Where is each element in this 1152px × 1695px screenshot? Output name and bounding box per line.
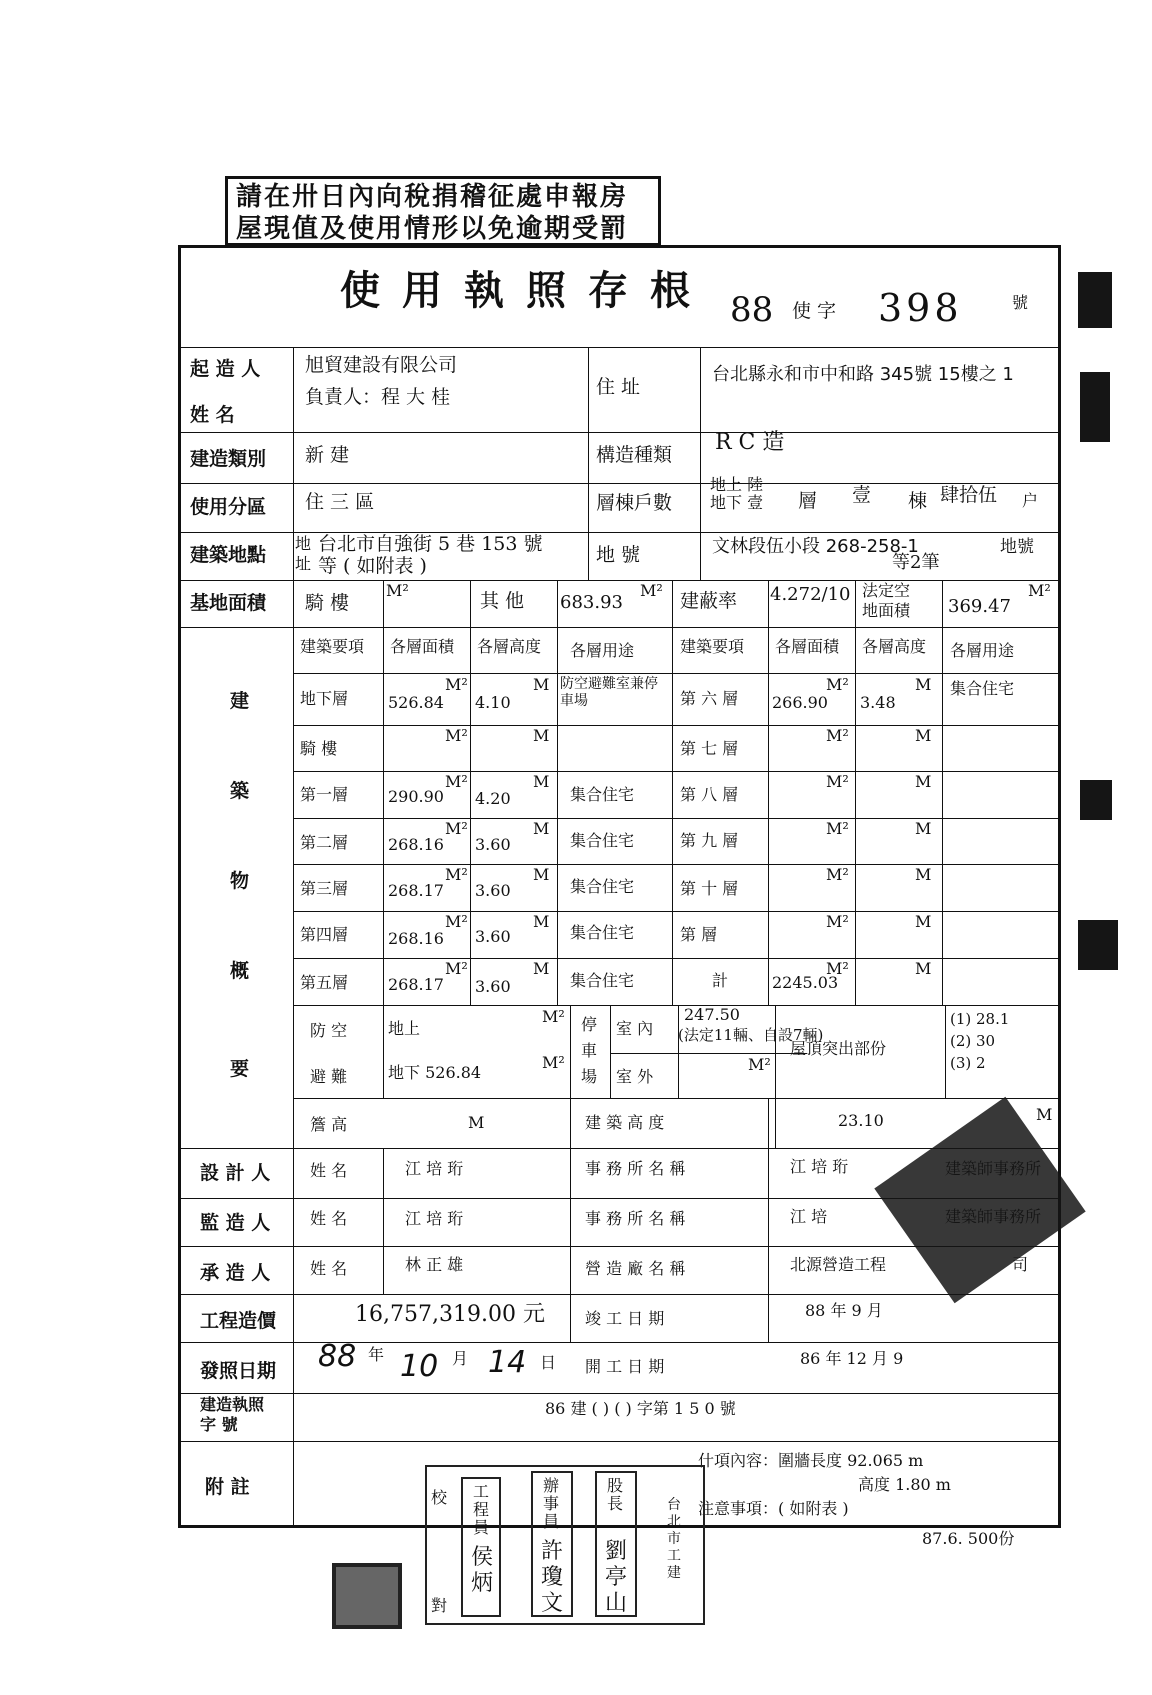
- height-unit: M: [915, 675, 932, 694]
- col-divider: [588, 347, 589, 580]
- roof-item: (3) 2: [950, 1054, 986, 1072]
- contractor-firm-suffix: 司: [1012, 1255, 1029, 1274]
- other-value: 683.93: [560, 592, 623, 613]
- scan-artifact: [1078, 920, 1118, 970]
- col-divider: [610, 1005, 611, 1098]
- designer-name: 江 培 珩: [405, 1159, 464, 1178]
- floor-name: 第 九 層: [680, 831, 739, 850]
- area-unit: M²: [826, 912, 849, 931]
- supervisor-label: 監 造 人: [200, 1212, 271, 1234]
- area-unit: M²: [826, 726, 849, 745]
- floor-name: 第二層: [300, 833, 349, 852]
- parking-indoor-label: 室 內: [616, 1019, 654, 1038]
- col-divider: [945, 1005, 946, 1098]
- height-unit: M: [533, 865, 550, 884]
- owner-label: 起 造 人: [190, 358, 261, 380]
- issue-month-unit: 月: [452, 1349, 469, 1368]
- col-divider: [775, 1005, 776, 1098]
- clerk-label: 辦事員: [543, 1476, 560, 1531]
- designer-office: 江 培 珩: [790, 1157, 849, 1176]
- lot-label: 地 號: [596, 544, 641, 566]
- row-divider: [178, 580, 1061, 581]
- households-count: 肆拾伍: [940, 484, 998, 506]
- area-unit: M²: [445, 772, 468, 791]
- owner-label-2: 姓 名: [190, 404, 235, 426]
- households-unit: 户: [1022, 491, 1039, 510]
- area-unit: M²: [445, 912, 468, 931]
- check-label-2: 對: [431, 1596, 448, 1615]
- permit-ref-label-1: 建造執照: [200, 1395, 265, 1414]
- col-height-header-right: 各層高度: [862, 637, 927, 656]
- check-label: 校: [431, 1488, 448, 1507]
- col-area-header: 各層面積: [390, 637, 455, 656]
- lot-suffix: 地號: [1000, 537, 1034, 557]
- floor-use: 集合住宅: [570, 971, 635, 990]
- floor-name: 第四層: [300, 925, 349, 944]
- col-divider: [678, 1005, 679, 1098]
- floor-height: 4.10: [475, 693, 511, 712]
- contractor-firm: 北源營造工程: [790, 1255, 887, 1274]
- legal-open-label-1: 法定空: [862, 581, 911, 600]
- floor-name: 第 十 層: [680, 879, 739, 898]
- height-unit: M: [533, 726, 550, 745]
- start-date-label: 開 工 日 期: [585, 1357, 665, 1376]
- area-unit: M²: [445, 726, 468, 745]
- floor-name: 第 六 層: [680, 689, 739, 708]
- scan-artifact: [1078, 272, 1112, 328]
- floor-height: 4.20: [475, 789, 511, 808]
- location-prefix: 地址: [295, 534, 312, 573]
- contractor-name: 林 正 雄: [405, 1255, 464, 1274]
- structure-value: R C 造: [715, 430, 785, 455]
- location-value-1: 台北市自強街 5 巷 153 號: [318, 533, 543, 555]
- floors-above: 地上 陸: [710, 475, 764, 494]
- zone-label: 使用分區: [190, 496, 267, 518]
- floor-height: 3.60: [475, 977, 511, 996]
- shelter-unit: M²: [542, 1007, 565, 1026]
- construction-type-value: 新 建: [305, 444, 350, 466]
- floor-use: 集合住宅: [570, 923, 635, 942]
- summary-side-label: 概: [230, 960, 250, 982]
- floor-area: 266.90: [772, 693, 828, 712]
- issue-month: 10: [400, 1349, 439, 1384]
- supervisor-office: 江 培: [790, 1207, 828, 1226]
- issue-date-label: 發照日期: [200, 1360, 277, 1382]
- roof-item: (1) 28.1: [950, 1010, 1010, 1028]
- row-divider: [293, 864, 1061, 865]
- scan-artifact: [1080, 372, 1110, 442]
- row-divider: [178, 627, 1061, 628]
- summary-side-label: 要: [230, 1058, 250, 1080]
- floor-area: 268.16: [388, 835, 444, 854]
- permit-type: 使 字: [792, 300, 837, 322]
- other-unit: M²: [640, 581, 663, 600]
- height-unit: M: [533, 912, 550, 931]
- area-unit: M²: [445, 675, 468, 694]
- summary-side-label: 築: [230, 780, 250, 802]
- floor-name: 第 七 層: [680, 739, 739, 758]
- tax-notice-line-1: 請在卅日內向稅捐稽征處申報房: [236, 182, 629, 212]
- parking-indoor-note: (法定11輛、自設7輛): [678, 1026, 824, 1044]
- col-divider: [942, 580, 943, 1005]
- col-divider: [768, 1098, 769, 1342]
- area-unit: M²: [826, 959, 849, 978]
- col-divider: [293, 347, 294, 1528]
- floor-height: 3.48: [860, 693, 896, 712]
- floor-name: 第三層: [300, 879, 349, 898]
- roof-item: (2) 30: [950, 1032, 996, 1050]
- row-divider: [178, 532, 1061, 533]
- row-divider: [178, 1148, 1061, 1149]
- floor-name: 第 八 層: [680, 785, 739, 804]
- height-unit: M: [915, 959, 932, 978]
- row-divider: [178, 347, 1061, 348]
- row-divider: [293, 958, 1061, 959]
- shelter-above: 地上: [388, 1019, 421, 1038]
- summary-side-label: 物: [230, 870, 250, 892]
- floor-name: 計: [712, 971, 729, 990]
- legal-open-label-2: 地面積: [862, 601, 911, 620]
- area-unit: M²: [445, 865, 468, 884]
- col-area-header-right: 各層面積: [775, 637, 840, 656]
- area-unit: M²: [826, 772, 849, 791]
- engineer-label: 工程員: [473, 1482, 490, 1537]
- remarks-label: 附 註: [205, 1476, 250, 1498]
- engineer-name: 侯炳: [471, 1545, 494, 1596]
- tax-notice-box: [225, 176, 661, 246]
- address-label: 住 址: [596, 376, 641, 398]
- location-value-2: 等 ( 如附表 ): [318, 555, 427, 577]
- completion-label: 竣 工 日 期: [585, 1309, 665, 1328]
- form-title: 使用執照存根: [340, 267, 712, 314]
- col-use-header-right: 各層用途: [950, 641, 1015, 660]
- floor-name: 地下層: [300, 689, 349, 708]
- col-divider: [672, 580, 673, 1005]
- row-divider: [178, 1294, 1061, 1295]
- arcade-unit: M²: [386, 581, 409, 600]
- floor-use: 集合住宅: [950, 679, 1015, 698]
- area-unit: M²: [826, 675, 849, 694]
- eaves-height-label: 簷 高: [310, 1115, 348, 1134]
- designer-office-label: 事 務 所 名 稱: [585, 1159, 686, 1178]
- chief-name: 劉亭山: [605, 1539, 628, 1616]
- floor-use: 集合住宅: [570, 877, 635, 896]
- permit-ref-label-2: 字 號: [200, 1415, 238, 1434]
- supervisor-name: 江 培 珩: [405, 1209, 464, 1228]
- issue-year: 88: [318, 1339, 357, 1374]
- stamp-side-text: 台北市工建: [667, 1497, 681, 1581]
- height-unit: M: [533, 772, 550, 791]
- col-divider: [383, 1148, 384, 1294]
- height-unit: M: [915, 726, 932, 745]
- permit-number: 398: [878, 286, 963, 330]
- clerk-stamp: [531, 1471, 573, 1617]
- official-seal: [332, 1563, 402, 1629]
- summary-side-label: 建: [230, 690, 250, 712]
- approval-stamp-block: [425, 1465, 705, 1625]
- location-label: 建築地點: [190, 544, 267, 566]
- floor-name: 第 層: [680, 925, 718, 944]
- height-unit: M: [533, 675, 550, 694]
- coverage-value: 4.272/10: [770, 584, 851, 605]
- col-divider: [383, 580, 384, 1005]
- area-unit: M²: [826, 819, 849, 838]
- floors-below: 地下 壹: [710, 493, 764, 512]
- completion-value: 88 年 9 月: [805, 1301, 883, 1320]
- floor-area: 268.17: [388, 975, 444, 994]
- parking-outdoor-unit: M²: [748, 1055, 771, 1074]
- permit-year: 88: [730, 290, 774, 330]
- roof-label: 屋頂突出部份: [790, 1039, 887, 1058]
- parking-label: 停車場: [581, 1015, 598, 1086]
- building-height-label: 建 築 高 度: [585, 1113, 665, 1132]
- remarks-line-3: 注意事項：( 如附表 ): [698, 1499, 849, 1518]
- area-unit: M²: [445, 959, 468, 978]
- row-divider: [178, 1393, 1061, 1394]
- row-divider: [293, 911, 1061, 912]
- col-divider: [570, 1005, 571, 1098]
- buildings-count: 壹: [852, 484, 872, 506]
- row-divider: [178, 1342, 1061, 1343]
- buildings-unit: 棟: [908, 490, 928, 512]
- floors-unit: 層: [798, 490, 818, 512]
- clerk-name: 許瓊文: [541, 1539, 564, 1616]
- row-divider: [293, 673, 1061, 674]
- area-unit: M²: [445, 819, 468, 838]
- structure-label: 構造種類: [596, 444, 673, 466]
- row-divider: [293, 1098, 1061, 1099]
- col-height-header: 各層高度: [477, 637, 542, 656]
- row-divider: [178, 432, 1061, 433]
- floor-name: 騎 樓: [300, 739, 338, 758]
- start-date-value: 86 年 12 月 9: [800, 1349, 904, 1368]
- col-item-header: 建築要項: [300, 637, 365, 656]
- floor-use: 集合住宅: [570, 831, 635, 850]
- shelter-label-2: 避 難: [310, 1067, 348, 1086]
- col-divider: [855, 580, 856, 1005]
- floor-use: 集合住宅: [570, 785, 635, 804]
- owner-representative: 負責人：程 大 桂: [305, 386, 451, 408]
- building-height-unit: M: [1036, 1105, 1053, 1124]
- height-unit: M: [533, 959, 550, 978]
- floor-name: 第五層: [300, 973, 349, 992]
- shelter-unit: M²: [542, 1053, 565, 1072]
- chief-stamp: [595, 1471, 637, 1617]
- tax-notice-line-2: 屋現值及使用情形以免逾期受罰: [236, 214, 629, 244]
- zone-value: 住 三 區: [305, 491, 375, 513]
- parking-indoor-value: 247.50: [684, 1005, 740, 1024]
- construction-type-label: 建造類別: [190, 448, 267, 470]
- row-divider: [293, 725, 1061, 726]
- contractor-name-label: 姓 名: [310, 1259, 348, 1278]
- legal-open-unit: M²: [1028, 581, 1051, 600]
- eaves-height-unit: M: [468, 1113, 485, 1132]
- lot-value: 文林段伍小段 268-258-1: [712, 536, 919, 557]
- height-unit: M: [915, 772, 932, 791]
- row-divider: [178, 1441, 1061, 1442]
- area-unit: M²: [826, 865, 849, 884]
- owner-address: 台北縣永和市中和路 345號 15樓之 1: [712, 364, 1014, 385]
- designer-label: 設 計 人: [200, 1162, 271, 1184]
- row-divider: [610, 1053, 807, 1054]
- col-divider: [700, 347, 701, 580]
- floors-label: 層棟戶數: [596, 492, 673, 514]
- row-divider: [293, 771, 1061, 772]
- contractor-label: 承 造 人: [200, 1262, 271, 1284]
- issue-day-unit: 日: [540, 1353, 557, 1372]
- height-unit: M: [915, 865, 932, 884]
- issue-day: 14: [488, 1345, 527, 1380]
- floor-height: 3.60: [475, 835, 511, 854]
- row-divider: [178, 483, 1061, 484]
- engineer-stamp: [461, 1477, 501, 1617]
- floor-area: 290.90: [388, 787, 444, 806]
- floor-area: 268.16: [388, 929, 444, 948]
- cost-label: 工程造價: [200, 1310, 277, 1332]
- parking-outdoor-label: 室 外: [616, 1067, 654, 1086]
- col-divider: [768, 580, 769, 1005]
- floor-area: 2245.03: [772, 973, 839, 992]
- chief-label: 股長: [607, 1476, 624, 1513]
- col-divider: [383, 1005, 384, 1098]
- floor-height: 3.60: [475, 927, 511, 946]
- scan-artifact: [1080, 780, 1112, 820]
- floor-area: 526.84: [388, 693, 444, 712]
- floor-use: 防空避難室兼停車場: [560, 676, 658, 709]
- contractor-firm-label: 營 造 廠 名 稱: [585, 1259, 686, 1278]
- remarks-line-1: 什項內容：圍牆長度 92.065 m: [698, 1451, 924, 1470]
- permit-number-suffix: 號: [1012, 293, 1029, 312]
- designer-name-label: 姓 名: [310, 1161, 348, 1180]
- other-label: 其 他: [480, 590, 525, 612]
- supervisor-name-label: 姓 名: [310, 1209, 348, 1228]
- print-note: 87.6. 500份: [922, 1529, 1015, 1548]
- supervisor-office-label: 事 務 所 名 稱: [585, 1209, 686, 1228]
- permit-ref-value: 86 建 ( ) ( ) 字第 1 5 0 號: [545, 1399, 736, 1418]
- height-unit: M: [915, 819, 932, 838]
- floor-area: 268.17: [388, 881, 444, 900]
- col-divider: [557, 580, 558, 1005]
- remarks-line-2: 高度 1.80 m: [858, 1475, 951, 1494]
- issue-year-unit: 年: [368, 1345, 385, 1364]
- legal-open-value: 369.47: [948, 596, 1011, 617]
- shelter-below: 地下 526.84: [388, 1063, 482, 1082]
- owner-company: 旭貿建設有限公司: [305, 354, 458, 376]
- base-area-label: 基地面積: [190, 592, 267, 614]
- floor-name: 第一層: [300, 785, 349, 804]
- col-use-header: 各層用途: [570, 641, 635, 660]
- col-item-header-right: 建築要項: [680, 637, 745, 656]
- building-height-value: 23.10: [838, 1111, 884, 1130]
- shelter-label-1: 防 空: [310, 1021, 348, 1040]
- height-unit: M: [533, 819, 550, 838]
- cost-value: 16,757,319.00 元: [355, 1302, 545, 1327]
- row-divider: [293, 818, 1061, 819]
- arcade-label: 騎 樓: [305, 592, 350, 614]
- floor-height: 3.60: [475, 881, 511, 900]
- col-divider: [470, 580, 471, 1005]
- lot-note: 等2筆: [892, 552, 940, 573]
- coverage-label: 建蔽率: [680, 590, 738, 612]
- height-unit: M: [915, 912, 932, 931]
